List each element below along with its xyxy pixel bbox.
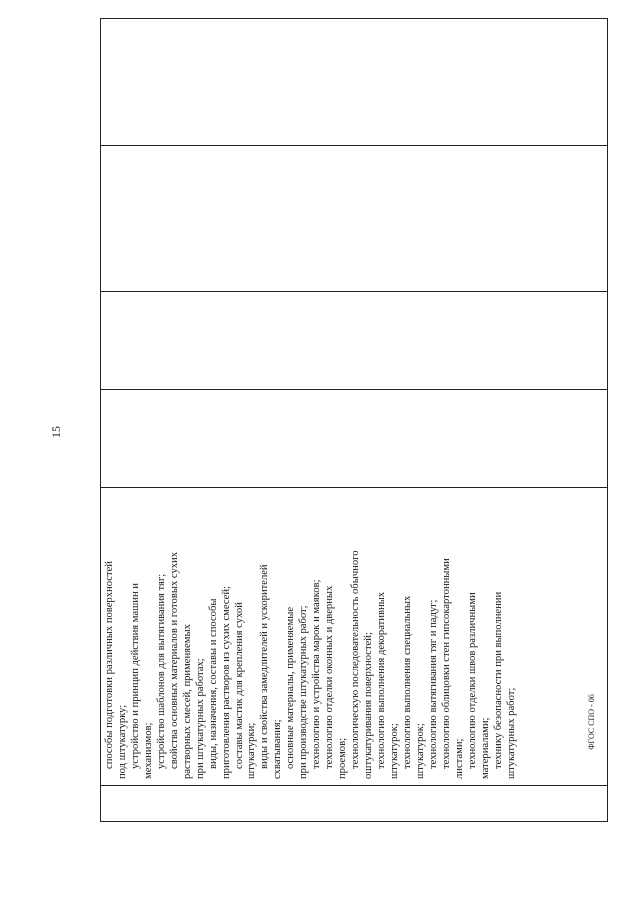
content-line: свойства основных материалов и готовых сухих — [168, 551, 180, 769]
content-line: штукатурных работ; — [505, 687, 517, 779]
content-line: штукатурки; — [246, 722, 258, 779]
content-line: штукатурок; — [388, 723, 400, 779]
content-line: штукатурок; — [414, 723, 426, 779]
content-line: под штукатурку; — [116, 704, 128, 779]
content-line: технику безопасности при выполнении — [492, 591, 504, 769]
content-line: виды, назначения, составы и способы — [207, 598, 219, 769]
table — [100, 18, 608, 822]
table-cell-index — [101, 785, 607, 821]
content-line: технологию отделки швов различными — [466, 592, 478, 769]
content-line: технологию выполнения декоративных — [376, 591, 388, 769]
page-number: 15 — [49, 426, 63, 438]
content-line: технологию отделки оконных и дверных — [324, 585, 336, 769]
content-line: приготовления растворов из сухих смесей; — [220, 586, 232, 779]
table-cell-empty-1 — [101, 389, 607, 487]
content-line: технологию и устройства марок и маяков; — [311, 579, 323, 769]
content-line: при производстве штукатурных работ; — [298, 605, 310, 779]
content-text-block — [101, 489, 607, 785]
content-line: виды и свойства замедлителей и ускорителей — [259, 564, 271, 769]
table-cell-content — [101, 487, 607, 785]
rotated-table-sheet — [100, 18, 608, 822]
table-cell-empty-4 — [101, 19, 607, 145]
table-cell-empty-2 — [101, 291, 607, 389]
content-line: механизмов; — [142, 722, 154, 779]
table-cell-empty-3 — [101, 145, 607, 291]
content-line: листами; — [453, 738, 465, 779]
content-line: схватывания; — [272, 719, 284, 779]
content-line: растворных смесей, применяемых — [181, 624, 193, 779]
content-line: материалами; — [479, 717, 491, 779]
content-line: технологию вытягивания тяг и падуг; — [427, 599, 439, 769]
content-line: технологию выполнения специальных — [401, 595, 413, 769]
content-line: основные материалы, применяемые — [285, 606, 297, 769]
content-line: устройство шаблонов для вытягивания тяг; — [155, 573, 167, 769]
footer-code: ФГОС СПО - 06 — [587, 694, 596, 750]
content-line: оштукатуривания поверхностей; — [363, 632, 375, 779]
content-line: технологическую последовательность обычного — [350, 550, 362, 769]
content-line: технологию облицовки стен гипсокартонными — [440, 558, 452, 769]
content-line: составы мастик для крепления сухой — [233, 602, 245, 769]
content-line: способы подготовки различных поверхностей — [104, 561, 115, 769]
content-line: при штукатурных работах; — [194, 658, 206, 779]
content-line: проемов; — [337, 737, 349, 779]
content-line: устройство и принцип действия машин и — [129, 583, 141, 769]
